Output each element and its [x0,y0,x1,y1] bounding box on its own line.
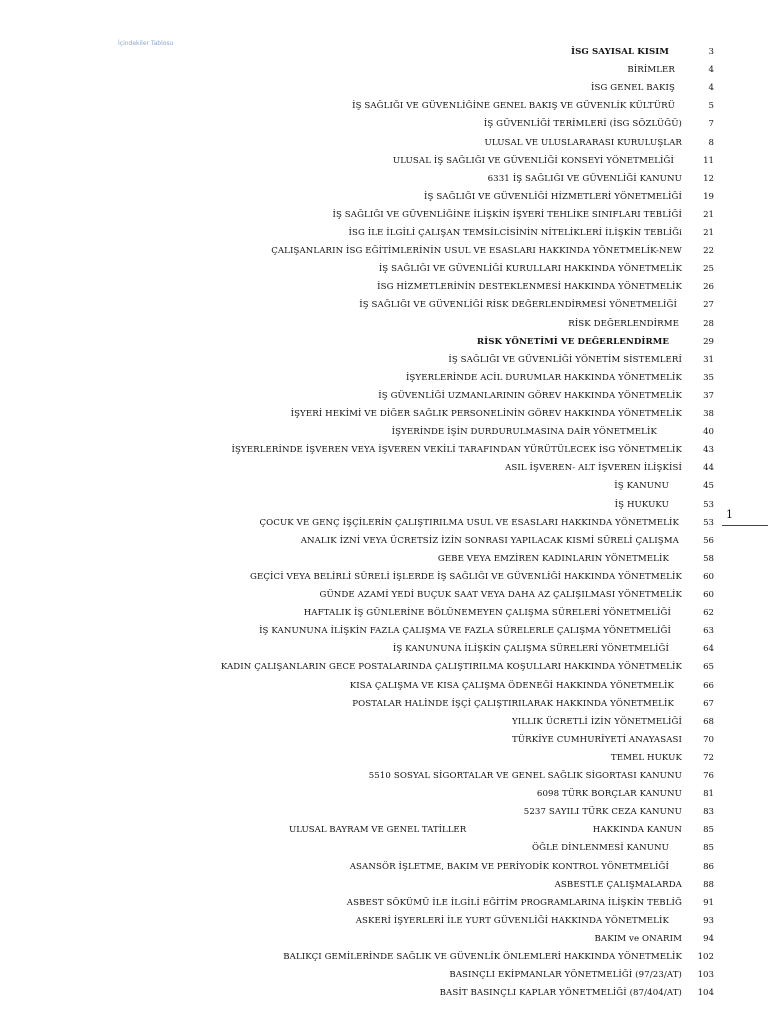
toc-entry-title: İŞYERİNDE İŞİN DURDURULMASINA DAİR YÖNETMELİK [391,427,657,438]
toc-entry[interactable] [0,351,768,369]
toc-entry-title: İŞ SAĞLIĞI VE GÜVENLİĞİNE İLİŞKİN İŞYERİ TEHLİKE SINIFLARI TEBLİĞİ [332,209,682,220]
toc-entry[interactable] [0,387,768,405]
toc-entry[interactable] [0,423,768,441]
toc-entry[interactable] [0,97,768,115]
toc-entry-title: İSG HİZMETLERİNİN DESTEKLENMESİ HAKKINDA YÖNETMELİK [377,282,682,293]
toc-entry[interactable] [0,188,768,206]
toc-entry-title: BAKIM ve ONARIM [594,933,682,944]
toc-entry[interactable] [0,405,768,423]
toc-entry[interactable] [0,43,768,61]
toc-entry-page: 56 [703,535,714,546]
toc-entry[interactable] [0,713,768,731]
toc-entry-page: 86 [703,861,714,872]
toc-entry-page: 68 [703,716,714,727]
toc-entry[interactable] [0,242,768,260]
toc-entry-page: 63 [703,626,714,637]
toc-entry-page: 66 [703,680,714,691]
toc-entry[interactable] [0,532,768,550]
toc-entry[interactable] [0,79,768,97]
toc-entry[interactable] [0,152,768,170]
toc-entry-title: ASANSÖR İŞLETME, BAKIM VE PERİYODİK KONTROL YÖNETMELİĞİ [349,861,669,872]
toc-entry-page: 19 [703,191,714,202]
toc-entry-title: İŞ SAĞLIĞI VE GÜVENLİĞİ YÖNETİM SİSTEMLERİ [448,354,682,365]
page-number-rule [722,525,768,526]
toc-entry-title: GÜNDE AZAMİ YEDİ BUÇUK SAAT VEYA DAHA AZ ÇALIŞILMASI YÖNETMELİK [319,590,682,600]
toc-entry-page: 88 [703,879,714,890]
toc-entry[interactable] [0,622,768,640]
toc-entry[interactable] [0,296,768,314]
toc-entry-page: 104 [697,988,714,999]
toc-entry-title: ÇALIŞANLARIN İSG EĞİTİMLERİNİN USUL VE ESASLARI HAKKINDA YÖNETMELİK-NEW [271,246,682,257]
toc-entry[interactable] [0,459,768,477]
toc-entry[interactable] [0,912,768,930]
toc-entry-title: İŞ KANUNUNA İLİŞKİN FAZLA ÇALIŞMA VE FAZLA SÜRELERLE ÇALIŞMA YÖNETMELİĞİ [259,626,671,637]
toc-entry-title: KADIN ÇALIŞANLARIN GECE POSTALARINDA ÇALIŞTIRILMA KOŞULLARI HAKKINDA YÖNETMELİK [220,662,682,673]
toc-entry-page: 25 [703,264,714,275]
toc-entry-page: 85 [703,843,714,854]
toc-entry-title: GEBE VEYA EMZİREN KADINLARIN YÖNETMELİK [437,553,669,564]
toc-entry[interactable] [0,930,768,948]
toc-entry[interactable] [0,876,768,894]
toc-entry-title: İŞ GÜVENLİĞİ UZMANLARININ GÖREV HAKKINDA YÖNETMELİK [378,390,682,401]
toc-entry-page: 4 [708,65,714,76]
toc-entry-title: İŞYERLERİNDE İŞVEREN VEYA İŞVEREN VEKİLİ TARAFINDAN YÜRÜTÜLECEK İSG YÖNETMELİK [231,445,682,456]
toc-entry-page: 5 [708,101,714,112]
toc-entry[interactable] [0,604,768,622]
toc-entry-title: BALIKÇI GEMİLERİNDE SAĞLIK VE GÜVENLİK ÖNLEMLERİ HAKKINDA YÖNETMELİK [283,952,682,962]
toc-entry-page: 72 [703,752,714,763]
toc-entry-title: BİRİMLER [627,65,675,76]
page-number: 1 [726,508,733,521]
toc-entry-title: ASKERİ İŞYERLERİ İLE YURT GÜVENLİĞİ HAKKINDA YÖNETMELİK [355,915,669,926]
toc-entry-title: HAKKINDA KANUN [592,825,682,836]
toc-entry-page: 94 [703,933,714,944]
toc-entry-page: 62 [703,608,714,619]
toc-entry-page: 53 [703,517,714,528]
toc-entry-page: 70 [703,734,714,745]
toc-entry[interactable] [0,333,768,351]
document-header: İçindekiler Tablosu [118,40,174,47]
toc-entry[interactable] [0,206,768,224]
toc-entry-title: POSTALAR HALİNDE İŞÇİ ÇALIŞTIRILARAK HAKKINDA YÖNETMELİK [352,698,674,709]
toc-entry-title: RİSK DEĞERLENDİRME [568,318,679,329]
toc-entry-page: 21 [703,209,714,220]
toc-entry-page: 64 [703,644,714,655]
toc-entry-page: 38 [703,409,714,419]
toc-entry[interactable] [0,134,768,152]
toc-entry-title: İŞ KANUNU [614,481,669,492]
toc-entry-page: 12 [703,173,714,184]
toc-entry[interactable] [0,477,768,495]
toc-entry-title: TEMEL HUKUK [610,752,682,763]
toc-entry-title: ANALIK İZNİ VEYA ÜCRETSİZ İZİN SONRASI YAPILACAK KISMİ SÜRELİ ÇALIŞMA [300,535,679,546]
toc-entry-title: İSG GENEL BAKIŞ [591,83,675,94]
toc-entry[interactable] [0,586,768,604]
toc-entry[interactable] [0,731,768,749]
toc-entry-page: 91 [703,897,714,908]
toc-entry-page: 103 [697,970,714,981]
toc-entry[interactable] [0,61,768,79]
toc-entry-title: ASIL İŞVEREN- ALT İŞVEREN İLİŞKİSİ [505,463,682,474]
toc-entry-page: 93 [703,915,714,926]
toc-entry-title: BASİT BASINÇLI KAPLAR YÖNETMELİĞİ (87/404/AT) [439,988,682,999]
toc-entry-page: 35 [703,372,714,383]
toc-entry-title: ÖĞLE DİNLENMESİ KANUNU [531,843,669,854]
toc-entry-title-left: ULUSAL BAYRAM VE GENEL TATİLLER [289,825,467,836]
toc-entry[interactable] [0,315,768,333]
toc-entry-title: İŞ SAĞLIĞI VE GÜVENLİĞİ KURULLARI HAKKINDA YÖNETMELİK [378,264,682,275]
toc-entry-page: 3 [708,47,714,57]
toc-entry-page: 21 [703,228,714,238]
toc-entry-page: 53 [703,499,714,510]
toc-entry-title: İŞ SAĞLIĞI VE GÜVENLİĞİNE GENEL BAKIŞ VE GÜVENLİK KÜLTÜRÜ [352,101,675,112]
toc-entry-title: İŞ GÜVENLİĞİ TERİMLERİ (İSG SÖZLÜĞÜ) [483,119,682,130]
toc-entry[interactable] [0,894,768,912]
toc-entry-page: 44 [703,463,714,474]
toc-entry-title: İSG İLE İLGİLİ ÇALIŞAN TEMSİLCİSİNİN NİTELİKLERİ İLİŞKİN TEBLİĞi [348,228,682,238]
toc-entry-page: 8 [708,137,714,148]
toc-entry-title: KISA ÇALIŞMA VE KISA ÇALIŞMA ÖDENEĞİ HAKKINDA YÖNETMELİK [349,680,674,691]
toc-entry[interactable] [0,966,768,984]
toc-entry-page: 26 [703,282,714,293]
toc-entry-title: 5237 SAYILI TÜRK CEZA KANUNU [523,807,682,818]
toc-entry-page: 83 [703,807,714,818]
toc-entry-title: İSG SAYISAL KISIM [571,47,669,57]
toc-entry-page: 4 [708,83,714,94]
toc-entry[interactable] [0,514,768,532]
toc-entry[interactable] [0,984,768,1002]
toc-entry-title: ULUSAL VE ULUSLARARASI KURULUŞLAR [484,137,682,148]
toc-entry-page: 81 [703,789,714,800]
toc-entry-page: 37 [703,390,714,401]
toc-entry[interactable] [0,260,768,278]
toc-entry-page: 31 [703,354,714,365]
toc-entry-page: 40 [703,427,714,438]
toc-entry-page: 60 [703,571,714,582]
toc-entry[interactable] [0,115,768,133]
toc-entry[interactable] [0,948,768,966]
toc-entry[interactable] [0,839,768,857]
toc-entry-page: 85 [703,825,714,836]
toc-entry[interactable] [0,821,768,839]
toc-entry-title: RİSK YÖNETİMİ VE DEĞERLENDİRME [476,336,669,347]
toc-entry[interactable] [0,803,768,821]
toc-entry-title: ASBESTLE ÇALIŞMALARDA [554,879,682,890]
toc-entry-title: İŞYERLERİNDE ACİL DURUMLAR HAKKINDA YÖNETMELİK [405,372,682,383]
toc-entry-page: 67 [703,698,714,709]
toc-entry-title: YILLIK ÜCRETLİ İZİN YÖNETMELİĞİ [512,716,682,727]
toc-entry-page: 28 [703,318,714,329]
toc-entry-title: İŞ SAĞLIĞI VE GÜVENLİĞİ HİZMETLERİ YÖNETMELİĞİ [424,191,682,202]
toc-entry-page: 102 [697,952,714,962]
toc-entry-page: 29 [703,336,714,347]
toc-entry-page: 43 [703,445,714,456]
toc-entry[interactable] [0,496,768,514]
toc-entry[interactable] [0,369,768,387]
toc-entry[interactable] [0,749,768,767]
toc-entry[interactable] [0,550,768,568]
toc-entry[interactable] [0,785,768,803]
toc-entry-title: İŞ KANUNUNA İLİŞKİN ÇALIŞMA SÜRELERİ YÖNETMELİĞİ [392,644,669,655]
toc-entry[interactable] [0,677,768,695]
toc-entry[interactable] [0,224,768,242]
toc-entry-page: 60 [703,590,714,600]
toc-entry[interactable] [0,695,768,713]
toc-entry[interactable] [0,858,768,876]
toc-entry-title: GEÇİCİ VEYA BELİRLİ SÜRELİ İŞLERDE İŞ SAĞLIĞI VE GÜVENLİĞİ HAKKINDA YÖNETMELİK [250,571,682,582]
toc-entry-title: İŞYERİ HEKİMİ VE DİĞER SAĞLIK PERSONELİNİN GÖREV HAKKINDA YÖNETMELİK [290,409,682,419]
toc-entry-page: 11 [703,155,714,166]
toc-entry-title: ASBEST SÖKÜMÜ İLE İLGİLİ EĞİTİM PROGRAMLARINA İLİŞKİN TEBLİĞ [346,897,682,908]
toc-entry[interactable] [0,640,768,658]
toc-entry-page: 7 [708,119,714,130]
toc-entry-title: İŞ SAĞLIĞI VE GÜVENLİĞİ RİSK DEĞERLENDİRMESİ YÖNETMELİĞİ [359,300,677,311]
toc-entry-page: 65 [703,662,714,673]
toc-entry-page: 76 [703,771,714,781]
toc-entry-title: 6098 TÜRK BORÇLAR KANUNU [536,789,682,800]
toc-entry-title: ULUSAL İŞ SAĞLIĞI VE GÜVENLİĞİ KONSEYİ YÖNETMELİĞİ [392,155,674,166]
toc-entry-title: 6331 İŞ SAĞLIĞI VE GÜVENLİĞİ KANUNU [487,173,682,184]
toc-entry[interactable] [0,170,768,188]
toc-entry[interactable] [0,658,768,676]
toc-entry-title: İŞ HUKUKU [614,499,669,510]
toc-entry-title: 5510 SOSYAL SİGORTALAR VE GENEL SAĞLIK SİGORTASI KANUNU [368,771,682,781]
toc-entry-page: 58 [703,553,714,564]
toc-entry[interactable] [0,278,768,296]
toc-entry-title: BASINÇLI EKİPMANLAR YÖNETMELİĞİ (97/23/AT) [449,970,682,981]
toc-entry-page: 27 [703,300,714,311]
toc-entry-page: 22 [703,246,714,257]
toc-entry-title: HAFTALIK İŞ GÜNLERİNE BÖLÜNEMEYEN ÇALIŞMA SÜRELERİ YÖNETMELİĞİ [303,608,671,619]
toc-entry-title: TÜRKİYE CUMHURİYETİ ANAYASASI [511,734,682,745]
toc-entry[interactable] [0,568,768,586]
toc-entry-page: 45 [703,481,714,492]
toc-entry[interactable] [0,767,768,785]
toc-entry[interactable] [0,441,768,459]
toc-entry-title: ÇOCUK VE GENÇ İŞÇİLERİN ÇALIŞTIRILMA USUL VE ESASLARI HAKKINDA YÖNETMELİK [259,517,679,528]
